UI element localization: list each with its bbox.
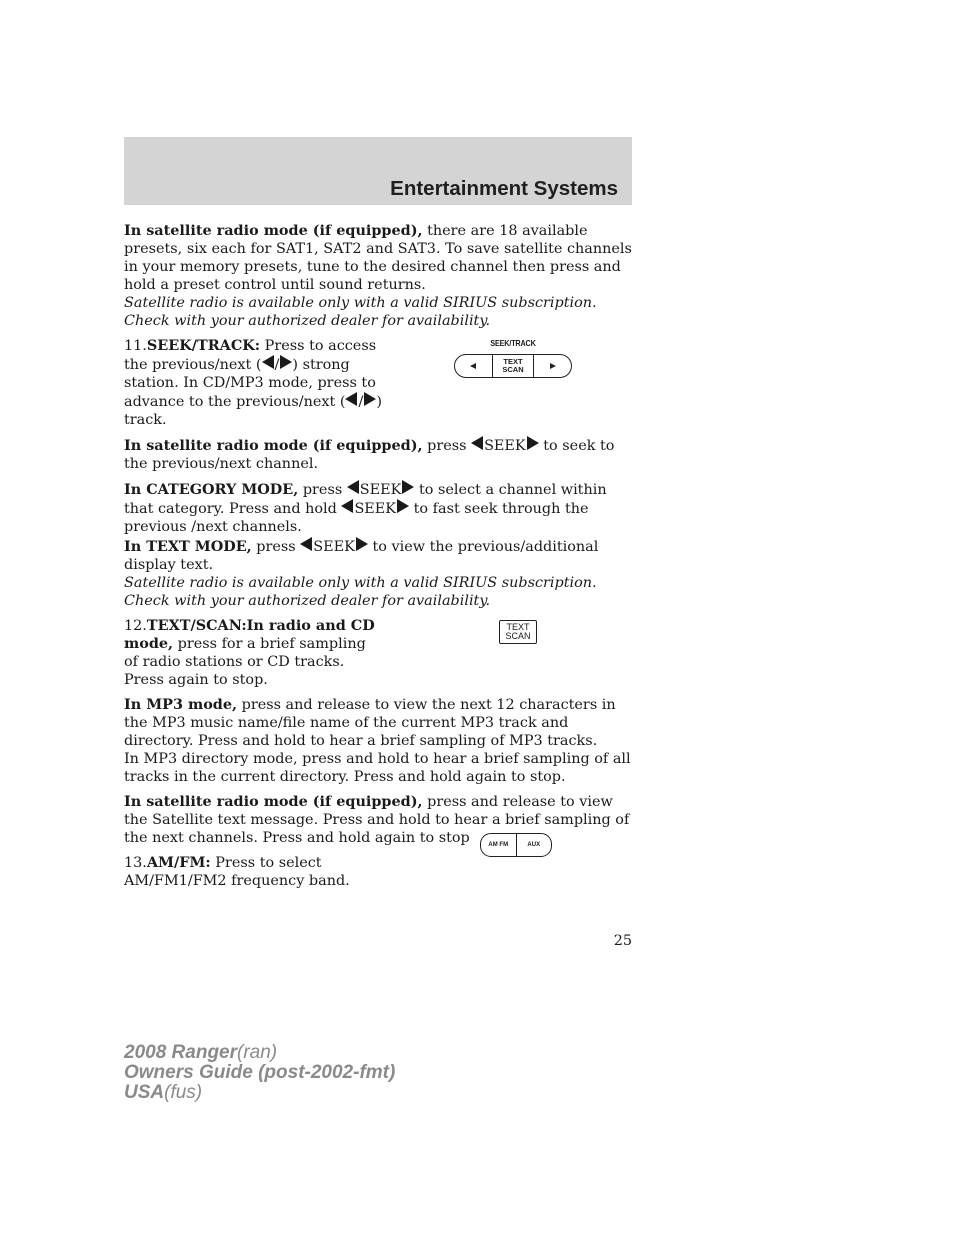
paragraph-satellite-presets: In satellite radio mode (if equipped), there are 18 available presets, six each for SAT1, SAT2 and SAT3. To save satellite channels in your memory presets, tune to the desired channel then press and hold a preset control until sound returns. Satellite radio is available only with a valid SIRIUS subscription. Check with your authorized dealer for availability.	[124, 222, 632, 329]
triangle-left-icon	[470, 363, 476, 369]
page-title: Entertainment Systems	[390, 177, 618, 200]
footer-doc-id: 2008 Ranger(ran) Owners Guide (post-2002-fmt) USA(fus)	[124, 1042, 396, 1103]
paragraph-category-mode: In CATEGORY MODE, press SEEK to select a channel within that category. Press and hold SEEK to fast seek through the previous /next channels.	[124, 481, 607, 535]
am-fm-aux-button-illustration: AM FM AUX	[480, 833, 552, 857]
triangle-left-icon	[262, 355, 274, 369]
item-seek-track: 11.SEEK/TRACK: Press to access the previous/next ( / ) strong station. In CD/MP3 mode, press to advance to the previous/next ( / ) track.	[124, 337, 382, 428]
triangle-left-icon	[471, 436, 483, 450]
paragraph-satellite-seek: In satellite radio mode (if equipped), press SEEK to seek to the previous/next channel.	[124, 437, 615, 472]
paragraph-text-mode: In TEXT MODE, press SEEK to view the previous/additional display text. Satellite radio is available only with a valid SIRIUS subscription. Check with your authorized dealer for availability.	[124, 537, 632, 610]
triangle-left-icon	[341, 499, 353, 513]
italic-note: Satellite radio is available only with a valid SIRIUS subscription.	[124, 575, 597, 591]
paragraph-lead: In satellite radio mode (if equipped),	[124, 222, 423, 239]
triangle-right-icon	[356, 537, 368, 551]
triangle-right-icon	[397, 499, 409, 513]
triangle-right-icon	[550, 363, 556, 369]
triangle-right-icon	[364, 392, 376, 406]
triangle-left-icon	[347, 480, 359, 494]
italic-note: Check with your authorized dealer for availability.	[124, 593, 491, 609]
header-band	[124, 137, 632, 205]
paragraph-satellite-text: In satellite radio mode (if equipped), press and release to view the Satellite text message. Press and hold to hear a brief sampling of the next channels. Press and hold again to stop	[124, 793, 630, 846]
paragraph-mp3-mode: In MP3 mode, press and release to view the next 12 characters in the MP3 music name/file name of the current MP3 track and directory. Press and hold to hear a brief sampling of MP3 tracks. In MP3 directory mode, press and hold to hear a brief sampling of all tracks in the current directory. Press and hold again to stop.	[124, 696, 631, 785]
triangle-right-icon	[280, 355, 292, 369]
item-text-scan: 12.TEXT/SCAN:In radio and CD mode, press for a brief sampling of radio stations or CD tracks. Press again to stop.	[124, 617, 375, 688]
italic-note: Satellite radio is available only with a valid SIRIUS subscription.	[124, 295, 597, 311]
page-content	[124, 222, 632, 897]
triangle-left-icon	[300, 537, 312, 551]
seek-track-button-illustration: SEEK/TRACK TEXT SCAN	[454, 334, 572, 378]
text-scan-button-illustration: TEXT SCAN	[499, 620, 537, 644]
italic-note: Check with your authorized dealer for availability.	[124, 313, 491, 329]
item-am-fm: 13.AM/FM: Press to select AM/FM1/FM2 frequency band.	[124, 854, 350, 889]
page-number: 25	[613, 933, 632, 949]
triangle-right-icon	[527, 436, 539, 450]
seek-track-caption: SEEK/TRACK	[490, 338, 536, 348]
triangle-left-icon	[345, 392, 357, 406]
triangle-right-icon	[402, 480, 414, 494]
